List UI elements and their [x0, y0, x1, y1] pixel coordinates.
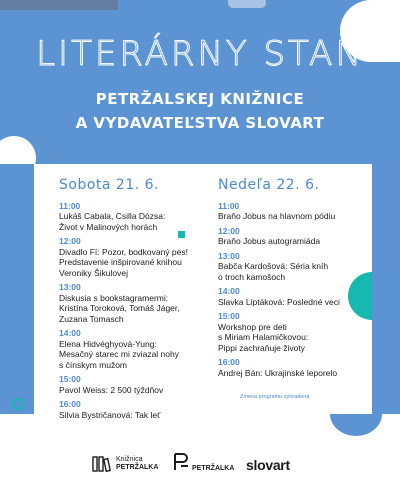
event-desc: Diskusia s bookstagramermi: Kristína Toroková, Tomáš Jáger, Zuzana Tomasch [59, 292, 180, 324]
event-desc: Braňo Jobus na hlavnom pódiu [218, 211, 336, 221]
event-time: 16:00 [218, 357, 240, 367]
event-desc: Braňo Jobus autogramiáda [218, 236, 321, 246]
sunday-column [218, 177, 358, 378]
side-band-left [0, 164, 34, 414]
event-desc: Pavol Weiss: 2 500 týždňov [59, 384, 164, 395]
event-time: 15:00 [218, 311, 240, 321]
day-heading-saturday: Sobota 21. 6. [59, 177, 159, 193]
saturday-column [59, 177, 199, 420]
library-logo-line1: Knižnica [116, 456, 143, 463]
day-heading-sunday: Nedeľa 22. 6. [218, 177, 320, 193]
event [218, 311, 358, 353]
petrzalka-emblem-icon [172, 452, 190, 472]
petrzalka-logo-label: PETRŽALKA [192, 465, 235, 472]
event-time: 13:00 [218, 250, 240, 261]
event-time: 14:00 [218, 286, 240, 296]
event [59, 399, 199, 420]
event-time: 15:00 [59, 374, 81, 384]
program-change-note: Zmena programu vyhradená [240, 394, 310, 400]
hero-banner [0, 0, 400, 164]
event [218, 226, 358, 247]
event-desc: Divadlo Fí: Pozor, bodkovaný pes! Predstavenie inšpirované knihou Veroniky Šikulovej [59, 246, 188, 278]
event-desc: Silvia Bystričanová: Tak leť [59, 409, 161, 420]
event [218, 357, 358, 378]
library-logo-line2: PETRŽALKA [116, 464, 159, 471]
event-time: 14:00 [59, 328, 81, 338]
event-desc: Slavka Liptáková: Posledné veci [218, 296, 340, 307]
side-band-right [372, 164, 400, 414]
books-icon [92, 455, 112, 473]
event-time: 16:00 [59, 399, 81, 409]
event-desc: Lukáš Cabala, Csilla Dózsa: Život v Malinových horách [59, 211, 166, 232]
event-time: 11:00 [59, 200, 81, 211]
event [59, 328, 199, 370]
decorative-circles [0, 0, 400, 164]
event [218, 201, 358, 222]
subtitle-line1: PETRŽALSKEJ KNIŽNICE [95, 90, 305, 108]
slovart-logo: slovart [246, 457, 290, 473]
event [218, 251, 358, 283]
partner-logos [0, 447, 400, 487]
petrzalka-logo [172, 451, 234, 472]
event [59, 236, 199, 278]
blue-half-circle-bottom [330, 414, 382, 436]
event-time: 12:00 [59, 236, 81, 246]
event-desc: Workshop pre deti s Miriam Halamičkovou: Pippi zachraňuje životy [218, 321, 309, 353]
event [59, 374, 199, 395]
event-time: 13:00 [59, 282, 81, 292]
event-desc: Andrej Bán: Ukrajinské leporelo [218, 367, 338, 378]
event-time: 12:00 [218, 225, 240, 236]
subtitle-line2: A VYDAVATEĽSTVA SLOVART [75, 114, 325, 132]
event [59, 201, 199, 233]
event [59, 282, 199, 324]
event-time: 11:00 [218, 200, 240, 211]
library-logo [92, 455, 158, 473]
circle-left [0, 136, 36, 164]
page-title: LITERÁRNY STAN [36, 34, 364, 74]
event-desc: Babča Kardošová: Séria kníh o troch kamošoch [218, 261, 329, 282]
event-desc: Elena Hidvéghyová-Yung: Mesačný starec mi zviazal nohy s čínskym mužom [59, 338, 179, 370]
event [218, 286, 358, 307]
